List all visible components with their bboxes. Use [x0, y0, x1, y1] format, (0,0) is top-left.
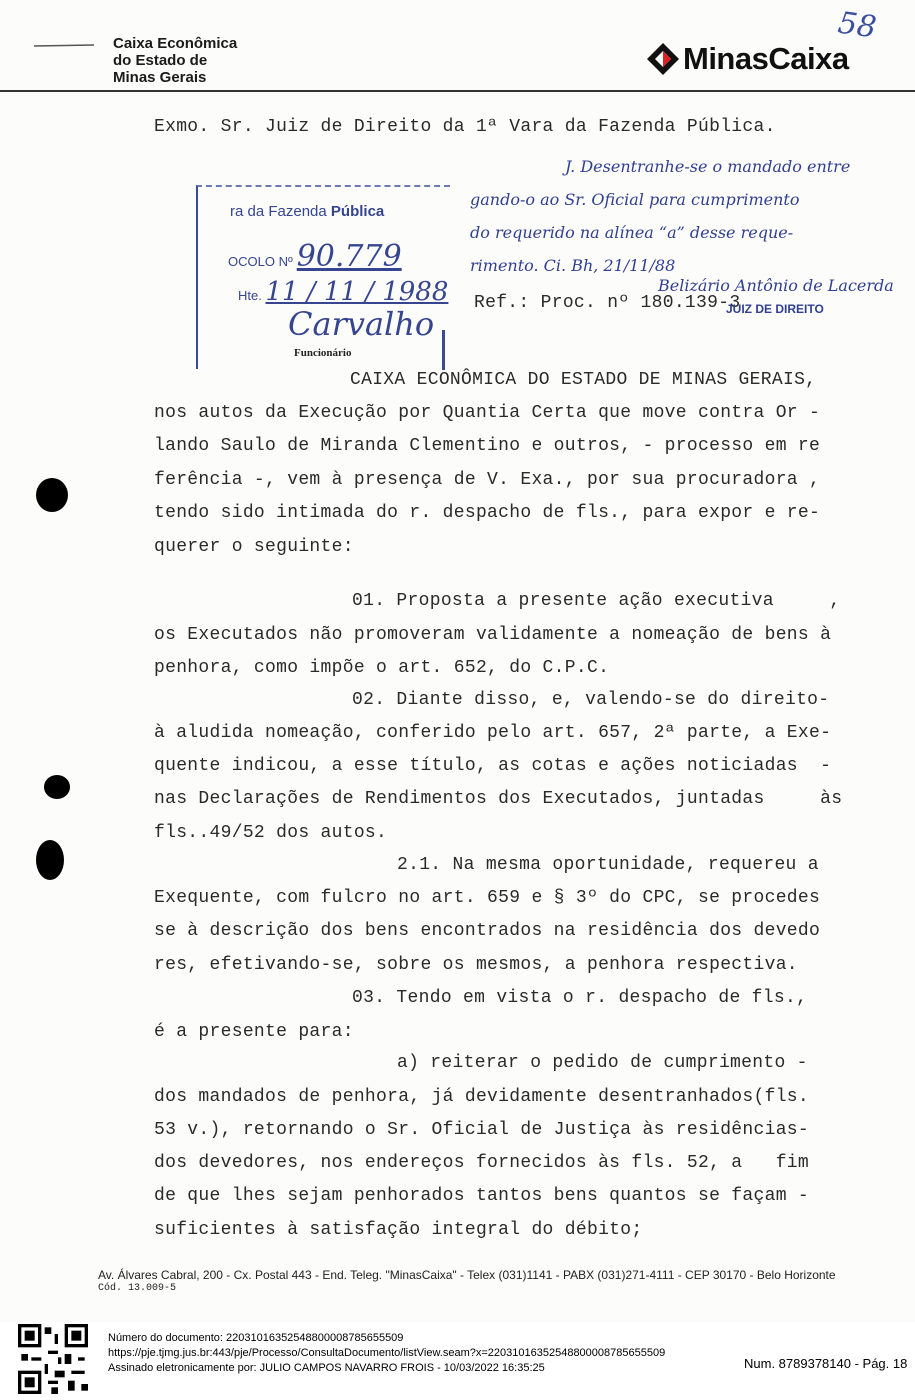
body-line: Exequente, com fulcro no art. 659 e § 3º do CPC, se procedes — [154, 888, 821, 908]
body-line: dos devedores, nos endereços fornecidos às fls. 52, a fim — [154, 1153, 810, 1173]
stamp-footer: Funcionário — [294, 347, 352, 359]
body-line: quente indicou, a esse título, as cotas e ações noticiadas - — [154, 756, 832, 776]
electronic-document-info — [108, 1331, 665, 1376]
judge-title: JUIZ DE DIREITO — [726, 302, 824, 316]
body-line: 02. Diante disso, e, valendo-se do direito- — [352, 690, 830, 710]
form-code: Cód. 13.009-5 — [98, 1283, 177, 1294]
body-line: 2.1. Na mesma oportunidade, requereu a — [397, 855, 819, 875]
stamp-protocol — [228, 239, 402, 274]
stamp-edge — [442, 330, 445, 370]
bank-name-line: Minas Gerais — [113, 69, 207, 86]
process-reference: Ref.: Proc. nº 180.139-3 — [474, 293, 741, 313]
body-line: 03. Tendo em vista o r. despacho de fls., — [352, 988, 808, 1008]
judge-name: Belizário Antônio de Lacerda — [658, 276, 894, 295]
body-line: dos mandados de penhora, já devidamente desentranhados(fls. — [154, 1087, 810, 1107]
document-number: Número do documento: 22031016352548800008785655509 — [108, 1332, 404, 1344]
stamp-court — [230, 203, 384, 220]
stamp-court-bold: Pública — [330, 203, 385, 220]
handwritten-dispatch — [470, 150, 910, 282]
stamp-date-label: Hte. — [238, 288, 262, 303]
body-line: suficientes à satisfação integral do débito; — [154, 1220, 643, 1240]
stamp-court-prefix: ra da Fazenda — [230, 203, 327, 220]
addressee: Exmo. Sr. Juiz de Direito da 1ª Vara da Fazenda Pública. — [154, 117, 776, 137]
body-line: penhora, como impõe o art. 652, do C.P.C. — [154, 658, 610, 678]
stamp-date — [238, 277, 448, 307]
handwritten-line: J. Desentranhe-se o mandado entre — [565, 157, 851, 176]
body-line: fls..49/52 dos autos. — [154, 823, 388, 843]
punch-hole — [36, 478, 68, 512]
body-line: querer o seguinte: — [154, 537, 354, 557]
body-line: se à descrição dos bens encontrados na residência dos devedo — [154, 921, 821, 941]
header-divider — [0, 90, 915, 92]
body-line: lando Saulo de Miranda Clementino e outros, - processo em re — [154, 436, 821, 456]
minascaixa-logo — [645, 38, 849, 80]
stamp-date-value: 11 / 11 / 1988 — [265, 277, 449, 307]
logo-mark-icon — [645, 41, 681, 77]
body-line: CAIXA ECONÔMICA DO ESTADO DE MINAS GERAIS, — [350, 370, 817, 390]
punch-hole — [44, 775, 70, 799]
body-line: ferência -, vem à presença de V. Exa., por sua procuradora , — [154, 470, 821, 490]
document-url[interactable]: https://pje.tjmg.jus.br:443/pje/Processo/ConsultaDocumento/listView.seam?x=22031016352548800008785655509 — [108, 1347, 666, 1359]
bank-name — [113, 35, 237, 86]
body-line: res, efetivando-se, sobre os mesmos, a penhora respectiva. — [154, 955, 798, 975]
body-line: de que lhes sejam penhorados tantos bens quantos se façam - — [154, 1186, 810, 1206]
bank-name-line: do Estado de — [113, 52, 208, 69]
body-line: tendo sido intimada do r. despacho de fls., para expor e re- — [154, 503, 821, 523]
body-line: 53 v.), retornando o Sr. Oficial de Justiça às residências- — [154, 1120, 810, 1140]
page-number: Num. 8789378140 - Pág. 18 — [744, 1356, 908, 1371]
handwritten-line: do requerido na alínea “a” desse reque- — [470, 223, 794, 242]
reception-stamp — [196, 185, 450, 369]
qr-code — [18, 1324, 88, 1394]
stamp-signature: Carvalho — [288, 305, 435, 343]
body-line: a) reiterar o pedido de cumprimento - — [397, 1053, 808, 1073]
body-line: 01. Proposta a presente ação executiva , — [352, 591, 841, 611]
logo-text: MinasCaixa — [683, 41, 849, 76]
body-line: os Executados não promoveram validamente a nomeação de bens à — [154, 625, 832, 645]
stamp-protocol-number: 90.779 — [296, 239, 402, 274]
body-line: à aludida nomeação, conferido pelo art. 657, 2ª parte, a Exe- — [154, 723, 832, 743]
body-line: nas Declarações de Rendimentos dos Executados, juntadas às — [154, 789, 843, 809]
body-line: nos autos da Execução por Quantia Certa que move contra Or - — [154, 403, 821, 423]
handwritten-line: gando-o ao Sr. Oficial para cumprimento — [470, 190, 800, 209]
body-line: é a presente para: — [154, 1022, 354, 1042]
handwritten-line: rimento. Ci. Bh, 21/11/88 — [470, 256, 676, 275]
pen-mark — [34, 44, 94, 48]
bank-name-line: Caixa Econômica — [113, 35, 238, 52]
signed-by: Assinado eletronicamente por: JULIO CAMPOS NAVARRO FROIS - 10/03/2022 16:35:25 — [108, 1362, 545, 1374]
page-folio-number: 58 — [835, 5, 879, 46]
stamp-protocol-label: OCOLO Nº — [228, 254, 293, 269]
punch-hole — [36, 840, 64, 880]
footer-address: Av. Álvares Cabral, 200 - Cx. Postal 443 - End. Teleg. "MinasCaixa" - Telex (031)1141 - PABX (031)271-4111 - CEP 30170 - Belo Horizonte — [98, 1268, 836, 1282]
